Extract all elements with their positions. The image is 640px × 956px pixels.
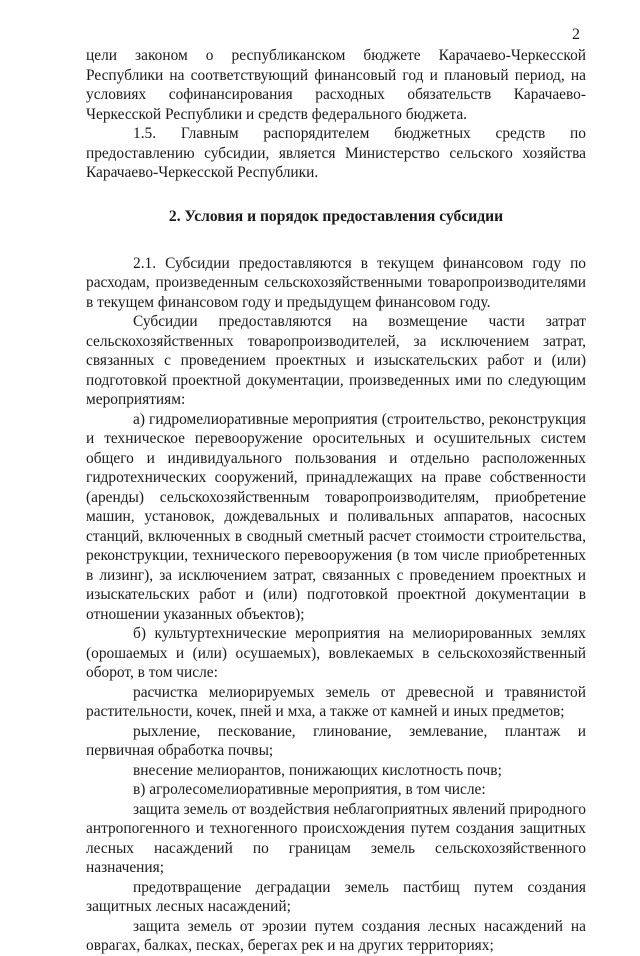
sub-item-erosion: защита земель от эрозии путем создания лесных насаждений на оврагах, балках, песках, берегах рек и на других территориях;	[86, 917, 586, 954]
sub-item-loosening: рыхление, пескование, глинование, землевание, плантаж и первичная обработка почвы;	[86, 722, 586, 759]
section-heading: 2. Условия и порядок предоставления субсидии	[168, 207, 504, 225]
sub-item-pasture: предотвращение деградации земель пастбищ путем создания защитных лесных насаждений;	[86, 878, 586, 915]
sub-item-protection: защита земель от воздействия неблагоприятных явлений природного антропогенного и техногенного происхождения путем создания защитных лесных насаждений по границам земель сельскохозяйственного назначения;	[86, 800, 586, 876]
sub-item-ameliorants: внесение мелиорантов, понижающих кислотность почв;	[133, 761, 502, 779]
list-item-a: а) гидромелиоративные мероприятия (строительство, реконструкция и техническое перевооружение оросительных и осушительных систем общего и индивидуального пользования и отдельно расположенных гидротехнических сооружений, принадлежащих на праве собственности (аренды) сельскохозяйственным товаропроизводителям, приобретение машин, установок, дождевальных и поливальных аппаратов, насосных станций, включенных в сводный сметный расчет стоимости строительства, реконструкции, технического перевооружения (в том числе приобретенных в лизинг), за исключением затрат, связанных с проведением проектных и изыскательских работ и (или) подготовкой проектной документации в отношении указанных объектов);	[86, 410, 586, 623]
document-body	[86, 46, 586, 956]
sub-item-clearing: расчистка мелиорируемых земель от древесной и травянистой растительности, кочек, пней и мха, а также от камней и иных предметов;	[86, 683, 586, 720]
page-number: 2	[572, 26, 580, 43]
list-item-b: б) культуртехнические мероприятия на мелиорированных землях (орошаемых и (или) осушаемых), вовлекаемых в сельскохозяйственный оборот, в том числе:	[86, 625, 586, 681]
paragraph-continuation: цели законом о республиканском бюджете Карачаево-Черкесской Республики на соответствующий финансовый год и плановый период, на условиях софинансирования расходных обязательств Карачаево-Черкесской Республики и средств федерального бюджета.	[86, 47, 586, 123]
paragraph-2-1: 2.1. Субсидии предоставляются в текущем финансовом году по расходам, произведенным сельскохозяйственными товаропроизводителями в текущем финансовом году и предыдущем финансовом году.	[86, 254, 586, 311]
paragraph-subsidy-purpose: Субсидии предоставляются на возмещение части затрат сельскохозяйственных товаропроизводителей, за исключением затрат, связанных с проведением проектных и изыскательских работ и (или) подготовкой проектной документации, произведенных ими по следующим мероприятиям:	[86, 313, 586, 408]
list-item-v: в) агролесомелиоративные мероприятия, в том числе:	[133, 781, 486, 798]
paragraph-1-5: 1.5. Главным распорядителем бюджетных средств по предоставлению субсидии, является Министерство сельского хозяйства Карачаево-Черкесской Республики.	[86, 125, 586, 181]
